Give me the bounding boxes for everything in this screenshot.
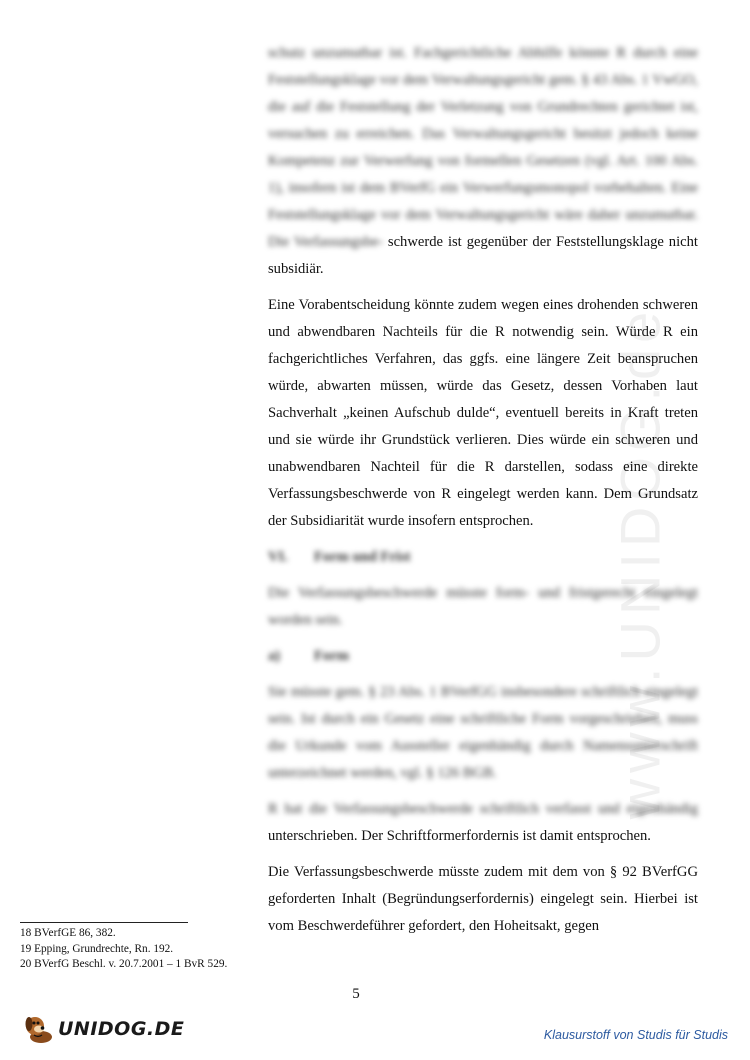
- document-body: [268, 40, 698, 949]
- footer-tagline: Klausurstoff von Studis für Studis: [543, 1028, 728, 1042]
- blurred-r-hat-text: R hat die Verfassungsbeschwerde schriftlich verfasst und eigenhändig: [268, 801, 698, 817]
- section-heading-form: [268, 643, 698, 670]
- footnote-20: 20 BVerfG Beschl. v. 20.7.2001 – 1 BvR 529.: [20, 958, 228, 970]
- heading-title: Form: [314, 648, 349, 664]
- blurred-form-paragraph: Sie müsste gem. § 23 Abs. 1 BVerfGG insbesondere schriftlich eingelegt sein. Ist durch ein Gesetz eine schriftliche Form vorgeschrieben, muss die Urkunde vom Aussteller eigenhändig durch Namensunterschrift unterzeichnet werden, vgl. § 126 BGB.: [268, 684, 698, 781]
- page-number: 5: [352, 986, 360, 1002]
- schriftform-end-text: unterschrieben. Der Schriftformerfordernis ist damit entsprochen.: [268, 828, 651, 844]
- intro-end-text: schwerde ist gegenüber der Feststellungsklage nicht subsidiär.: [268, 234, 698, 277]
- footnotes: [20, 922, 440, 973]
- logo-text: UNIDOG.DE: [58, 1018, 185, 1040]
- heading-number: a): [268, 648, 281, 664]
- watermark-text: www.UNIDOG.de: [608, 305, 672, 820]
- dog-mascot-icon: [22, 1013, 56, 1045]
- heading-number: VI.: [268, 549, 288, 565]
- schriftform-paragraph: [268, 796, 698, 850]
- blurred-form-frist-paragraph: Die Verfassungsbeschwerde müsste form- und fristgerecht eingelegt worden sein.: [268, 585, 698, 628]
- footnote-19: 19 Epping, Grundrechte, Rn. 192.: [20, 942, 174, 955]
- footnote-divider: [20, 922, 188, 923]
- heading-title: Form und Frist: [314, 549, 411, 565]
- blurred-intro-text: schutz unzumutbar ist. Fachgerichtliche Abhilfe könnte R durch eine Feststellungsklage vor dem Verwaltungsgericht gem. § 43 Abs. 1 VwGO, die auf die Feststellung der Verletzung von Grundrechten gerichtet ist, versuchen zu erreichen. Das Verwaltungsgericht besitzt jedoch keine Kompetenz zur Verwerfung von formellen Gesetzen (vgl. Art. 100 Abs. 1), insofern ist dem BVerfG ein Verwerfungsmonopol vorbehalten. Eine Feststellungsklage vor dem Verwaltungsgericht wäre daher unzumutbar. Die Verfassungsbe-: [268, 45, 698, 250]
- section-heading-form-frist: [268, 544, 698, 571]
- intro-paragraph: [268, 40, 698, 283]
- vorabentscheidung-paragraph: Eine Vorabentscheidung könnte zudem wegen eines drohenden schweren und abwendbaren Nachteils für die R notwendig sein. Würde R ein fachgerichtliches Verfahren, das ggfs. eine längere Zeit beanspruchen würde, abwarten müssen, würde das Gesetz, dessen Vorhaben laut Sachverhalt „keinen Aufschub dulde“, eventuell bereits in Kraft treten und sie würde ihr Grundstück verlieren. Dies würde ein schweren und unabwendbaren Nachteil für die R darstellen, sodass eine direkte Verfassungsbeschwerde von R eingelegt werden kann. Dem Grundsatz der Subsidiarität wurde insofern entsprochen.: [268, 297, 698, 529]
- footnote-18: 18 BVerfGE 86, 382.: [20, 927, 116, 939]
- inhalt-paragraph: Die Verfassungsbeschwerde müsste zudem mit dem von § 92 BVerfGG geforderten Inhalt (Begründungserfordernis) eingelegt sein. Hierbei ist vom Beschwerdeführer gefordert, den Hoheitsakt, gegen: [268, 864, 698, 934]
- unidog-logo: [22, 1012, 184, 1046]
